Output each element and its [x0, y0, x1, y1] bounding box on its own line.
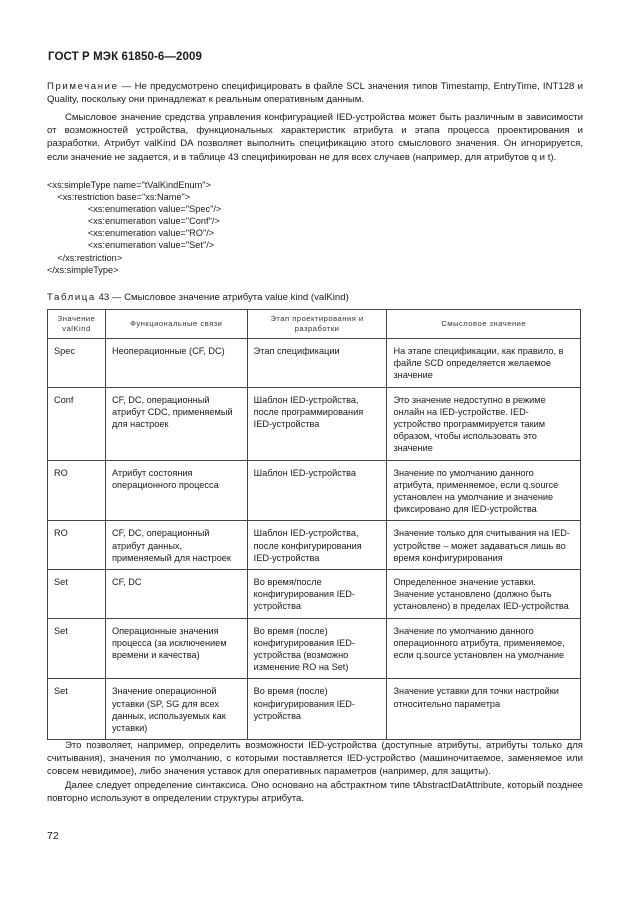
table-cell: Неоперационные (CF, DC): [105, 339, 247, 388]
table-cell: Это значение недоступно в режиме онлайн на IED-устройстве. IED-устройство программируется таким образом, чтобы использовать это значение: [387, 387, 581, 460]
table-cell: Set: [48, 618, 106, 679]
code-line: <xs:simpleType name="tValKindEnum">: [47, 180, 211, 190]
paragraph: Далее следует определение синтаксиса. Оно основано на абстрактном типе tAbstractDatAttribute, который позднее повторно используют в определении структуры атрибута.: [47, 779, 583, 804]
after-table-paragraphs: [47, 739, 583, 805]
table-cell: Атрибут состояния операционного процесса: [105, 460, 247, 521]
table-cell: Этап спецификации: [247, 339, 387, 388]
table-cell: CF, DC, операционный атрибут CDC, применяемый для настроек: [105, 387, 247, 460]
intro-text: Смысловое значение средства управления конфигурацией IED-устройства может быть различным в зависимости от возможностей устройства, функциональных характеристик атрибута и этапа процесса проектирования и разработки. Атрибут valKind DA позволяет выполнить спецификацию этого смыслового значения. Он игнорируется, если значение не задается, и в таблице 43 спецификирован не для всех случаев (например, для атрибутов q и t).: [47, 112, 583, 163]
page-number: 72: [47, 830, 59, 842]
table-cell: Spec: [48, 339, 106, 388]
valkind-table: [47, 309, 581, 740]
table-cell: Значение по умолчанию данного операционного атрибута, применяемое, если q.source установлен на умолчание: [387, 618, 581, 679]
table-cell: Значение операционной уставки (SP, SG для всех данных, используемых как уставки): [105, 679, 247, 740]
table-cell: Во время (после) конфигурирования IED-устройства: [247, 679, 387, 740]
table-row: [48, 521, 581, 570]
table-cell: Шаблон IED-устройства, после программирования IED-устройства: [247, 387, 387, 460]
table-caption: [47, 292, 349, 303]
table-row: [48, 679, 581, 740]
table-header-cell: Функциональные связи: [105, 310, 247, 339]
table-row: [48, 570, 581, 619]
table-cell: Conf: [48, 387, 106, 460]
table-cell: Во время (после) конфигурирования IED-устройства (возможно изменение RO на Set): [247, 618, 387, 679]
table-cell: Set: [48, 679, 106, 740]
table-cell: Операционные значения процесса (за исключением времени и качества): [105, 618, 247, 679]
code-line: <xs:enumeration value="RO"/>: [47, 228, 215, 239]
table-cell: CF, DC: [105, 570, 247, 619]
table-header-cell: Значение valKind: [48, 310, 106, 339]
code-line: </xs:simpleType>: [47, 264, 119, 275]
table-header-row: [48, 310, 581, 339]
table-cell: Значение только для считывания на IED-устройстве – может задаваться лишь во время конфигурирования: [387, 521, 581, 570]
table-cell: RO: [48, 521, 106, 570]
intro-paragraph: [47, 111, 583, 164]
table-cell: Определенное значение уставки. Значение установлено (должно быть установлено) в пределах IED-устройства: [387, 570, 581, 619]
table-row: [48, 387, 581, 460]
table-cell: Во время/после конфигурирования IED-устройства: [247, 570, 387, 619]
note-paragraph: [47, 80, 583, 106]
note-text: — Не предусмотрено специфицировать в файле SCL значения типов Timestamp, EntryTime, INT128 и Quality, поскольку они принадлежат к реальным оперативным данным.: [47, 81, 583, 105]
table-row: [48, 460, 581, 521]
xml-schema-code: [47, 179, 221, 276]
note-label: Примечание: [47, 81, 119, 92]
table-cell: Set: [48, 570, 106, 619]
table-row: [48, 618, 581, 679]
table-cell: Значение по умолчанию данного атрибута, применяемое, если q.source установлен на умолчание и значение фиксировано для IED-устройства: [387, 460, 581, 521]
code-line: <xs:restriction base="xs:Name">: [47, 192, 191, 203]
code-line: </xs:restriction>: [47, 252, 123, 263]
table-header-cell: Этап проектирования и разработки: [247, 310, 387, 339]
code-line: <xs:enumeration value="Conf"/>: [47, 216, 220, 227]
code-line: <xs:enumeration value="Spec"/>: [47, 204, 222, 215]
code-line: <xs:enumeration value="Set"/>: [47, 240, 215, 251]
document-header: ГОСТ Р МЭК 61850-6—2009: [48, 51, 202, 63]
table-caption-label: Таблица: [47, 292, 96, 303]
table-cell: На этапе спецификации, как правило, в файле SCD определяется желаемое значение: [387, 339, 581, 388]
table-header-cell: Смысловое значение: [387, 310, 581, 339]
table-cell: Шаблон IED-устройства: [247, 460, 387, 521]
table-cell: RO: [48, 460, 106, 521]
table-caption-text: 43 — Смысловое значение атрибута value kind (valKind): [95, 292, 349, 303]
table-cell: Значение уставки для точки настройки относительно параметра: [387, 679, 581, 740]
paragraph: Это позволяет, например, определить возможности IED-устройства (доступные атрибуты, атрибуты только для считывания), значения по умолчанию, с которыми поставляется IED-устройство (машиночитаемое, заменяемое или совсем невидимое), либо значения уставок для оперативных параметров (например, для защиты).: [47, 740, 583, 778]
table-cell: Шаблон IED-устройства, после конфигурирования IED-устройства: [247, 521, 387, 570]
table-cell: CF, DC, операционный атрибут данных, применяемый для настроек: [105, 521, 247, 570]
table-row: [48, 339, 581, 388]
